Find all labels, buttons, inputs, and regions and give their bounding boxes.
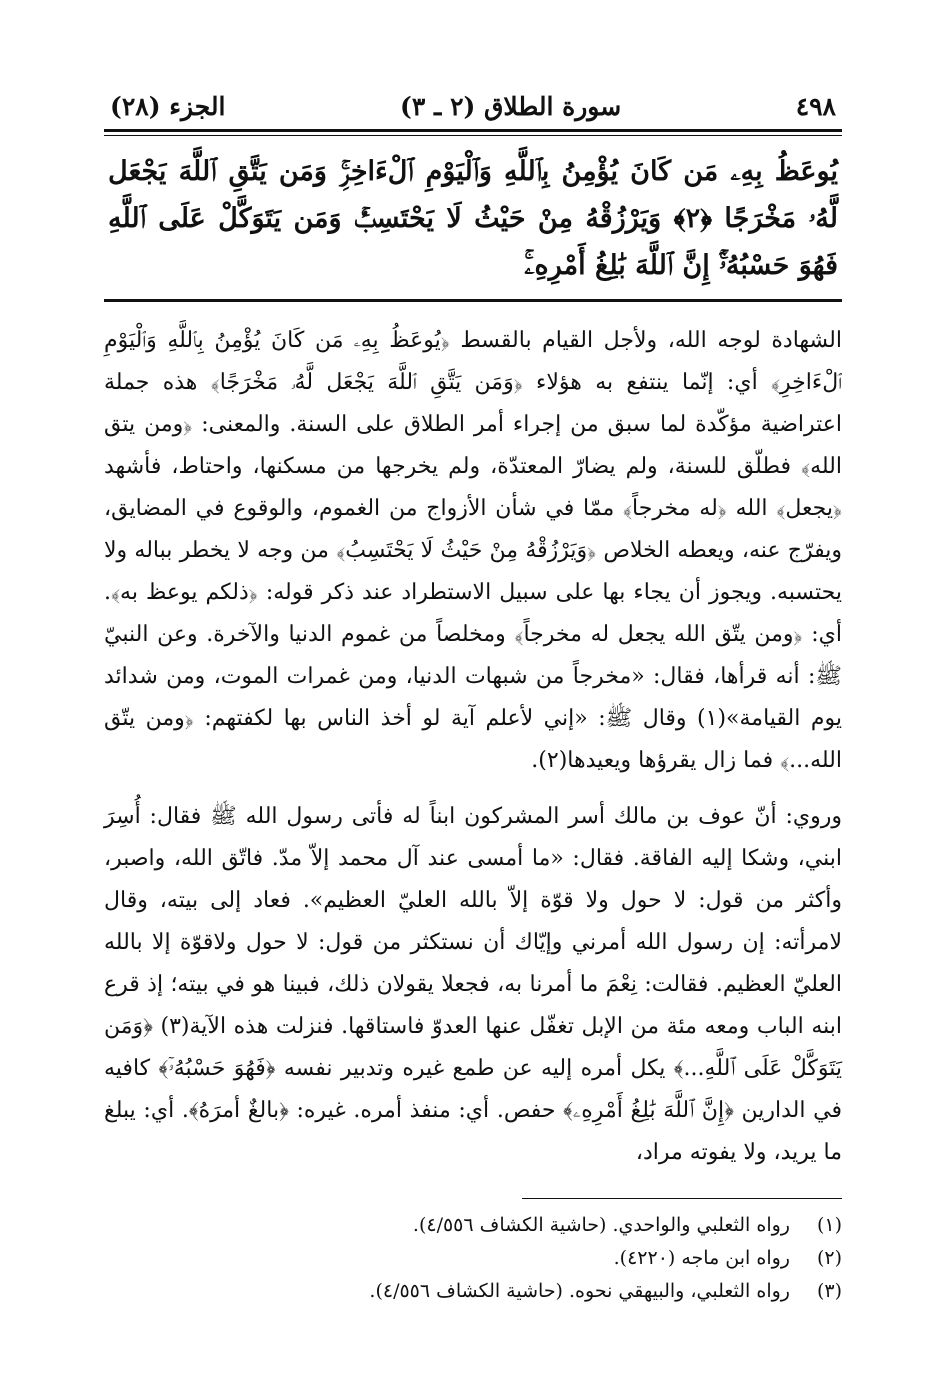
footnote [104,1242,842,1275]
surah-title: سورة الطلاق (٢ ـ ٣) [400,92,622,121]
paragraph: الشهادة لوجه الله، ولأجل القيام بالقسط ﴿يُوعَظُ بِهِۦ مَن كَانَ يُؤْمِنُ بِٱللَّهِ وَٱلْيَوْمِ ٱلْءَاخِرِ﴾ أي: إنّما ينتفع به هؤلاء ﴿وَمَن يَتَّقِ ٱللَّهَ يَجْعَل لَّهُۥ مَخْرَجًا﴾ هذه جملة اعتراضية مؤكّدة لما سبق من إجراء أمر الطلاق على السنة. والمعنى: ﴿ومن يتق الله﴾ فطلّق للسنة، ولم يضارّ المعتدّة، ولم يخرجها من مسكنها، واحتاط، فأشهد ﴿يجعل﴾ الله ﴿له مخرجاً﴾ ممّا في شأن الأزواج من الغموم، والوقوع في المضايق، ويفرّج عنه، ويعطه الخلاص ﴿وَيَرْزُقْهُ مِنْ حَيْثُ لَا يَحْتَسِبُ﴾ من وجه لا يخطر بباله ولا يحتسبه. ويجوز أن يجاء بها على سبيل الاستطراد عند ذكر قوله: ﴿ذلكم يوعظ به﴾. أي: ﴿ومن يتّق الله يجعل له مخرجاً﴾ ومخلصاً من غموم الدنيا والآخرة. وعن النبيّ ﷺ: أنه قرأها، فقال: «مخرجاً من شبهات الدنيا، ومن غمرات الموت، ومن شدائد يوم القيامة»(١) وقال ﷺ: «إني لأعلم آية لو أخذ الناس بها لكفتهم: ﴿ومن يتّق الله...﴾ فما زال يقرؤها ويعيدها(٢). [104,328,842,773]
footnote-text: رواه الثعلبي والواحدي. (حاشية الكشاف ٤/٥٥٦). [412,1214,790,1236]
juz-label: الجزء (٢٨) [110,92,226,121]
header-rule [104,129,842,136]
verse-rule [104,299,842,302]
footnote-text: رواه ابن ماجه (٤٢٢٠). [613,1247,790,1269]
footnote-number: (٣) [816,1280,842,1302]
page-header [104,92,842,129]
commentary-body [104,320,842,1174]
footnote-number: (١) [816,1214,842,1236]
footnotes [104,1209,842,1308]
footnote [104,1275,842,1308]
quran-verse-block [104,136,842,299]
page-number: ٤٩٨ [795,92,836,121]
verse-text: يُوعَظُ بِهِۦ مَن كَانَ يُؤْمِنُ بِٱللَّهِ وَٱلْيَوْمِ ٱلْءَاخِرِۚ وَمَن يَتَّقِ ٱللَّهَ يَجْعَل لَّهُۥ مَخْرَجًا ﴿٢﴾ وَيَرْزُقْهُ مِنْ حَيْثُ لَا يَحْتَسِبُۚ وَمَن يَتَوَكَّلْ عَلَى ٱللَّهِ فَهُوَ حَسْبُهُۥٓۚ إِنَّ ٱللَّهَ بَٰلِغُ أَمْرِهِۦۚ [108,156,838,281]
footnote-text: رواه الثعلبي، والبيهقي نحوه. (حاشية الكشاف ٤/٥٥٦). [369,1280,790,1302]
footnote [104,1209,842,1242]
paragraph: وروي: أنّ عوف بن مالك أسر المشركون ابناً له فأتى رسول الله ﷺ فقال: أُسِرَ ابني، وشكا إليه الفاقة. فقال: «ما أمسى عند آل محمد إلاّ مدّ. فاتّق الله، واصبر، وأكثر من قول: لا حول ولا قوّة إلاّ بالله العليّ العظيم». فعاد إلى بيته، وقال لامرأته: إن رسول الله أمرني وإيّاك أن نستكثر من قول: لا حول ولاقوّة إلا بالله العليّ العظيم. فقالت: نِعْمَ ما أمرنا به، فجعلا يقولان ذلك، فبينا هو في بيته؛ إذ قرع ابنه الباب ومعه مئة من الإبل تغفّل عنها العدوّ فاستاقها. فنزلت هذه الآية(٣) ﴿وَمَن يَتَوَكَّلْ عَلَى ٱللَّهِ...﴾ يكل أمره إليه عن طمع غيره وتدبير نفسه ﴿فَهُوَ حَسْبُهُۥٓ﴾ كافيه في الدارين ﴿إِنَّ ٱللَّهَ بَٰلِغُ أَمْرِهِۦ﴾ حفص. أي: منفذ أمره. غيره: ﴿بالغٌ أمرَهُ﴾. أي: يبلغ ما يريد، ولا يفوته مراد، [104,804,843,1165]
footnote-number: (٢) [816,1247,842,1269]
footnote-divider [522,1198,842,1199]
